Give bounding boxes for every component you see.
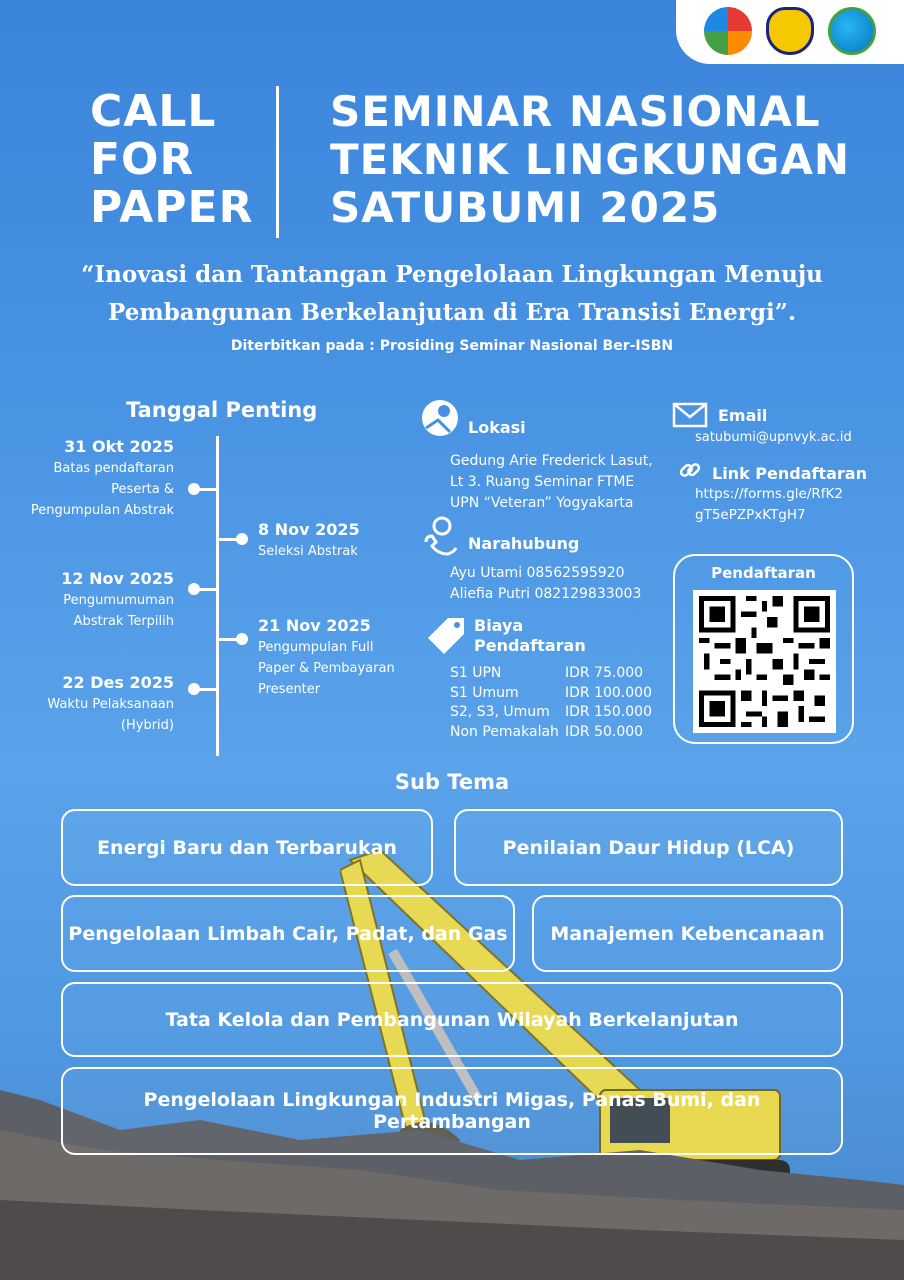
fee-heading-line: Pendaftaran (474, 636, 586, 655)
cfp-line: FOR (90, 134, 195, 185)
timeline-event (47, 672, 174, 736)
globe-logo (828, 7, 876, 55)
fee-price: IDR 75.000 (565, 665, 644, 681)
fee-row (450, 703, 652, 723)
price-tag-icon (424, 616, 468, 656)
timeline-line (216, 436, 219, 756)
sub-theme-heading: Sub Tema (394, 770, 510, 794)
sub-theme-item: Pengelolaan Limbah Cair, Padat, dan Gas (61, 895, 515, 972)
timeline-connector (217, 638, 239, 641)
sub-theme-item: Energi Baru dan Terbarukan (61, 809, 433, 886)
link-icon (678, 458, 702, 482)
contact-heading: Narahubung (468, 534, 580, 553)
header-divider (276, 86, 279, 238)
event-date: 8 Nov 2025 (258, 520, 360, 539)
title-line: SEMINAR NASIONAL (330, 87, 821, 136)
fee-category: S2, S3, Umum (450, 704, 550, 720)
event-date: 21 Nov 2025 (258, 616, 371, 635)
seminar-theme (20, 256, 884, 332)
qr-box (673, 554, 854, 744)
fee-category: S1 UPN (450, 665, 502, 681)
fee-heading-line: Biaya (474, 616, 524, 635)
event-desc: Pengumpulan Full Paper & Pembayaran Presenter (258, 640, 395, 697)
timeline-connector (198, 488, 218, 491)
event-desc: Waktu Pelaksanaan (Hybrid) (47, 697, 174, 733)
location-text: Gedung Arie Frederick Lasut, Lt 3. Ruang Seminar FTME UPN “Veteran” Yogyakarta (450, 453, 653, 511)
fee-table (450, 664, 652, 742)
fee-row (450, 684, 652, 704)
envelope-icon (672, 402, 708, 428)
theme-line: Pembangunan Berkelanjutan di Era Transisi Energi”. (108, 299, 796, 326)
fee-row (450, 664, 652, 684)
timeline-event (61, 568, 174, 632)
published-note: Diterbitkan pada : Prosiding Seminar Nasional Ber-ISBN (230, 338, 674, 354)
sub-theme-item: Penilaian Daur Hidup (LCA) (454, 809, 843, 886)
sub-theme-item: Manajemen Kebencanaan (532, 895, 843, 972)
event-date: 22 Des 2025 (62, 673, 174, 692)
timeline-connector (217, 538, 239, 541)
theme-line: “Inovasi dan Tantangan Pengelolaan Lingkungan Menuju (81, 261, 823, 288)
sub-theme-item: Tata Kelola dan Pembangunan Wilayah Berkelanjutan (61, 982, 843, 1057)
fee-heading (474, 616, 586, 656)
person-phone-icon (422, 516, 460, 556)
fee-row (450, 723, 652, 743)
timeline-connector (198, 688, 218, 691)
event-date: 12 Nov 2025 (61, 569, 174, 588)
event-desc: Batas pendaftaran Peserta & Pengumpulan Abstrak (30, 461, 174, 518)
university-logo (766, 7, 814, 55)
qr-code[interactable] (693, 590, 836, 733)
registration-link[interactable]: https://forms.gle/RfK2 gT5ePZPxKTgH7 (695, 486, 843, 523)
fee-price: IDR 50.000 (565, 723, 644, 740)
fee-category: Non Pemakalah (450, 723, 559, 740)
fee-price: IDR 150.000 (565, 704, 652, 720)
registration-link-heading: Link Pendaftaran (712, 464, 867, 483)
timeline-event (258, 519, 360, 562)
event-date: 31 Okt 2025 (64, 437, 174, 456)
seminar-title (330, 88, 850, 232)
email-heading: Email (718, 406, 768, 425)
location-heading: Lokasi (468, 418, 526, 437)
fee-price: IDR 100.000 (565, 684, 652, 701)
logo-bar (676, 0, 904, 64)
sub-theme-item: Pengelolaan Lingkungan Industri Migas, Panas Bumi, dan Pertambangan (61, 1067, 843, 1155)
email-address[interactable]: satubumi@upnvyk.ac.id (695, 430, 852, 445)
title-line: TEKNIK LINGKUNGAN (330, 135, 851, 184)
call-for-paper-heading (90, 88, 253, 232)
fee-category: S1 Umum (450, 684, 519, 701)
timeline-event (258, 615, 395, 700)
timeline-connector (198, 588, 218, 591)
event-desc: Seleksi Abstrak (258, 544, 358, 559)
recycle-logo (704, 7, 752, 55)
event-desc: Pengumumuman Abstrak Terpilih (63, 593, 174, 629)
qr-title: Pendaftaran (711, 564, 816, 582)
contact-text: Ayu Utami 08562595920 Aliefia Putri 082129833003 (450, 565, 642, 602)
cfp-line: PAPER (90, 182, 254, 233)
timeline-event (31, 436, 174, 521)
title-line: SATUBUMI 2025 (330, 183, 721, 232)
map-pin-icon (420, 398, 460, 438)
cfp-line: CALL (90, 86, 217, 137)
important-dates-heading: Tanggal Penting (126, 398, 318, 422)
